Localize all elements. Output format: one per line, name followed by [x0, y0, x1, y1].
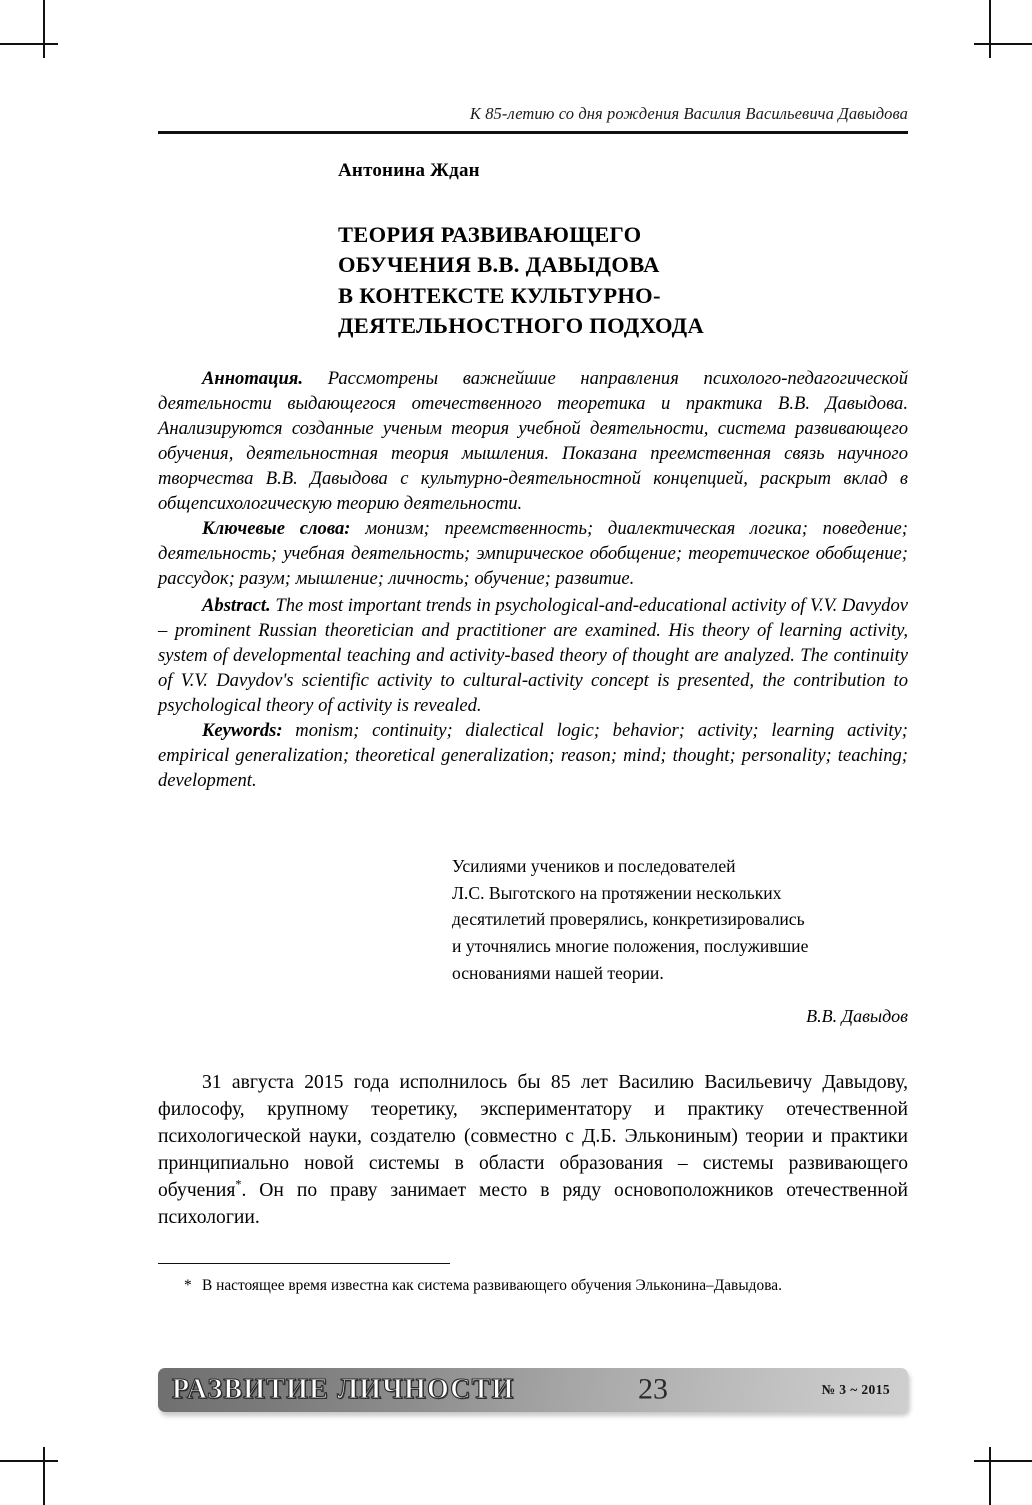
footnote-text: В настоящее время известна как система развивающего обучения Эльконина–Давыдова.	[202, 1277, 782, 1295]
title-line-2: ОБУЧЕНИЯ В.В. ДАВЫДОВА	[338, 252, 660, 278]
issue-number: № 3 ~ 2015	[821, 1382, 890, 1397]
abstract-russian-label: Аннотация.	[202, 367, 304, 389]
title-line-4: ДЕЯТЕЛЬНОСТНОГО ПОДХОДА	[338, 313, 704, 339]
footnote-text-paragraph	[158, 1275, 908, 1296]
epigraph	[452, 853, 908, 1030]
abstract-russian-paragraph	[158, 366, 908, 516]
abstract-english-label: Abstract.	[202, 594, 271, 616]
keywords-russian-label: Ключевые слова:	[202, 517, 351, 539]
epigraph-line-1: Усилиями учеников и последователей	[452, 855, 736, 876]
header-rule	[158, 131, 908, 134]
journal-title: РАЗВИТИЕ ЛИЧНОСТИ	[172, 1374, 515, 1405]
crop-mark-bottom-left-vertical	[43, 1447, 45, 1505]
page-number: 23	[638, 1372, 668, 1406]
author-name: Антонина Ждан	[338, 159, 480, 181]
crop-mark-top-right-vertical	[989, 0, 991, 58]
body-text	[158, 1070, 908, 1232]
footnote-separator-rule	[158, 1263, 450, 1265]
article-title	[338, 220, 898, 342]
footnote-marker-glyph: *	[184, 1277, 192, 1295]
footnote-marker	[158, 1275, 202, 1296]
epigraph-line-2: Л.С. Выготского на протяжении нескольких	[452, 882, 782, 903]
content-column	[158, 0, 908, 1296]
epigraph-line-5: основаниями нашей теории.	[452, 962, 664, 983]
running-head: К 85-летию со дня рождения Василия Васильевича Давыдова	[469, 104, 908, 123]
abstract-russian-block	[158, 366, 908, 591]
body-paragraph-1-part-1: 31 августа 2015 года исполнилось бы 85 лет Василию Васильевичу Давыдову, философу, крупному теоретику, экспериментатору и практику отечественной психологической науки, создателю (совместно с Д.Б. Элькониным) теории и практики принципиально новой системы в области образования – системы развивающего обучения	[158, 1071, 908, 1201]
footnote-block	[158, 1275, 908, 1296]
epigraph-line-3: десятилетий проверялись, конкретизировались	[452, 909, 805, 930]
crop-mark-top-right-horizontal	[974, 43, 1032, 45]
epigraph-attribution: В.В. Давыдов	[806, 1005, 908, 1026]
abstract-english-paragraph	[158, 593, 908, 718]
keywords-english-text: monism; continuity; dialectical logic; behavior; activity; learning activity; empirical generalization; theoretical generalization; reason; mind; thought; personality; teaching; development.	[158, 719, 908, 791]
page-footer-bar	[158, 1368, 908, 1412]
epigraph-line-4: и уточнялись многие положения, послужившие	[452, 936, 809, 957]
crop-mark-bottom-right-vertical	[989, 1447, 991, 1505]
crop-mark-bottom-left-horizontal	[0, 1460, 58, 1462]
crop-mark-top-left-vertical	[43, 0, 45, 58]
crop-mark-top-left-horizontal	[0, 43, 58, 45]
crop-mark-bottom-right-horizontal	[974, 1460, 1032, 1462]
abstract-english-block	[158, 593, 908, 793]
title-line-3: В КОНТЕКСТЕ КУЛЬТУРНО-	[338, 282, 661, 308]
body-paragraph-1-part-2: . Он по праву занимает место в ряду основоположников отечественной психологии.	[158, 1179, 908, 1228]
abstract-english-text: The most important trends in psychological-and-educational activity of V.V. Davydov – prominent Russian theoretician and practitioner are examined. His theory of learning activity, system of developmental teaching and activity-based theory of thought are analyzed. The continuity of V.V. Davydov's scientific activity to cultural-activity concept is presented, the contribution to psychological theory of activity is revealed.	[158, 594, 908, 716]
body-paragraph-1	[158, 1070, 908, 1232]
abstract-russian-text: Рассмотрены важнейшие направления психолого-педагогической деятельности выдающегося отечественного теоретика и практика В.В. Давыдова. Анализируются созданные ученым теория учебной деятельности, система развивающего обучения, деятельностная теория мышления. Показана преемственная связь научного творчества В.В. Давыдова с культурно-деятельностной концепцией, раскрыт вклад в общепсихологическую теорию деятельности.	[158, 367, 908, 514]
keywords-english-label: Keywords:	[202, 719, 283, 741]
keywords-russian-paragraph	[158, 516, 908, 591]
title-line-1: ТЕОРИЯ РАЗВИВАЮЩЕГО	[338, 221, 642, 247]
keywords-english-paragraph	[158, 718, 908, 793]
keywords-russian-text: монизм; преемственность; диалектическая логика; поведение; деятельность; учебная деятельность; эмпирическое обобщение; теоретическое обобщение; рассудок; разум; мышление; личность; обучение; развитие.	[158, 517, 908, 589]
footnote-reference-marker: *	[235, 1177, 242, 1192]
